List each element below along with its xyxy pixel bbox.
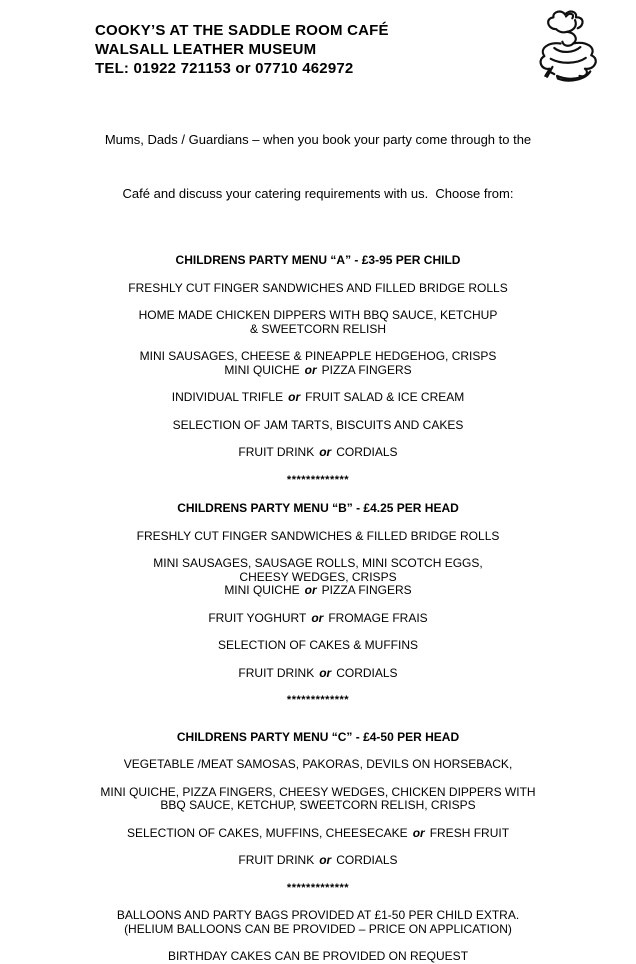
menu-item-text: CORDIALS: [336, 853, 398, 867]
menu-item-text: CORDIALS: [336, 665, 398, 680]
menu-item-text: FRUIT SALAD & ICE CREAM: [305, 390, 465, 404]
menu-section-c: [0, 731, 636, 896]
or-conjunction: or: [319, 445, 332, 459]
menu-item-text: PIZZA FINGERS: [321, 583, 412, 597]
menu-item-line: MINI SAUSAGES, CHEESE & PINEAPPLE HEDGEHOG, CRISPS: [139, 349, 497, 363]
menu-item: [0, 446, 636, 460]
or-conjunction: or: [304, 583, 317, 597]
intro-line: Café and discuss your catering requirements with us. Choose from:: [122, 186, 514, 201]
menu-item: [0, 667, 636, 681]
menu-item: [0, 854, 636, 868]
menu-item-line: SELECTION OF JAM TARTS, BISCUITS AND CAKES: [172, 417, 464, 432]
or-conjunction: or: [288, 390, 301, 404]
menu-item: [0, 827, 636, 841]
asterisk-separator: *************: [286, 694, 350, 706]
balloons-note-line: BALLOONS AND PARTY BAGS PROVIDED AT £1-50 PER CHILD EXTRA.: [116, 908, 520, 922]
or-conjunction: or: [412, 825, 425, 840]
balloons-note-line: (HELIUM BALLOONS CAN BE PROVIDED – PRICE ON APPLICATION): [124, 921, 512, 936]
menu-item-line: FRESHLY CUT FINGER SANDWICHES AND FILLED BRIDGE ROLLS: [128, 280, 508, 295]
intro-note: [0, 95, 636, 239]
menu-item-line: MINI QUICHE, PIZZA FINGERS, CHEESY WEDGES, CHICKEN DIPPERS WITH: [100, 784, 536, 799]
menu-item: [0, 612, 636, 626]
menu-item-line: SELECTION OF CAKES & MUFFINS: [217, 638, 419, 652]
menu-item-line: [0, 446, 636, 460]
footer-notes: [0, 909, 636, 964]
asterisk-separator: *************: [286, 473, 350, 486]
menu-item-line: & SWEETCORN RELISH: [249, 321, 387, 336]
menu-heading: CHILDRENS PARTY MENU “A” - £3-95 PER CHILD: [175, 253, 461, 267]
menu-item-line: CHEESY WEDGES, CRISPS: [239, 569, 397, 584]
menu-item: [0, 557, 636, 598]
menu-item-text: INDIVIDUAL TRIFLE: [171, 390, 284, 404]
menu-item-text: MINI QUICHE: [224, 362, 300, 377]
menu-item-text: FRUIT YOGHURT: [208, 610, 307, 625]
venue-name: WALSALL LEATHER MUSEUM: [95, 41, 317, 58]
balloons-note: [0, 909, 636, 936]
menu-item: [0, 309, 636, 336]
menu-item-text: FRESH FRUIT: [429, 825, 510, 840]
menu-item-line: [0, 364, 636, 378]
menu-item: [0, 758, 636, 772]
menu-item-line: [0, 584, 636, 598]
menu-item: [0, 350, 636, 377]
menu-item-text: FROMAGE FRAIS: [328, 610, 428, 625]
menu-item-text: FRUIT DRINK: [238, 445, 315, 459]
menu-item: [0, 786, 636, 813]
menu-item-text: FRUIT DRINK: [238, 853, 315, 867]
menu-item: [0, 391, 636, 405]
menu-item: [0, 419, 636, 433]
menu-item-text: PIZZA FINGERS: [321, 362, 412, 377]
cafe-name: COOKY’S AT THE SADDLE ROOM CAFÉ: [95, 22, 389, 39]
menu-item-line: [0, 827, 636, 841]
menu-item-text: MINI QUICHE: [224, 583, 300, 597]
or-conjunction: or: [311, 610, 324, 625]
menu-item-line: [0, 612, 636, 626]
menu-item-line: [0, 391, 636, 405]
chef-icon: [530, 8, 602, 88]
menu-item-text: FRUIT DRINK: [238, 665, 315, 680]
menu-heading: CHILDRENS PARTY MENU “B” - £4.25 PER HEAD: [177, 501, 459, 515]
or-conjunction: or: [304, 362, 317, 377]
menu-section-b: [0, 502, 636, 708]
menu-item: [0, 639, 636, 653]
birthday-note: [0, 950, 636, 964]
menu-item: [0, 282, 636, 296]
menu-item-line: MINI SAUSAGES, SAUSAGE ROLLS, MINI SCOTCH EGGS,: [153, 556, 483, 570]
menu-item-text: CORDIALS: [336, 445, 398, 459]
birthday-note-line: BIRTHDAY CAKES CAN BE PROVIDED ON REQUEST: [167, 949, 469, 963]
menu-item-line: BBQ SAUCE, KETCHUP, SWEETCORN RELISH, CRISPS: [160, 798, 476, 812]
menu-section-a: [0, 254, 636, 487]
menu-item-line: FRESHLY CUT FINGER SANDWICHES & FILLED BRIDGE ROLLS: [136, 528, 500, 543]
phone-line: TEL: 01922 721153 or 07710 462972: [95, 60, 354, 77]
menu-item-line: [0, 667, 636, 681]
menu-item-line: VEGETABLE /MEAT SAMOSAS, PAKORAS, DEVILS ON HORSEBACK,: [123, 757, 513, 771]
menu-heading: CHILDRENS PARTY MENU “C” - £4-50 PER HEAD: [176, 729, 460, 744]
menu-item-line: [0, 854, 636, 868]
or-conjunction: or: [319, 853, 332, 867]
menu-item-text: SELECTION OF CAKES, MUFFINS, CHEESECAKE: [126, 825, 408, 840]
asterisk-separator: *************: [286, 881, 350, 894]
or-conjunction: or: [319, 665, 332, 680]
menu-item: [0, 530, 636, 544]
intro-line: Mums, Dads / Guardians – when you book your party come through to the: [104, 132, 532, 147]
menu-item-line: HOME MADE CHICKEN DIPPERS WITH BBQ SAUCE, KETCHUP: [138, 308, 498, 322]
